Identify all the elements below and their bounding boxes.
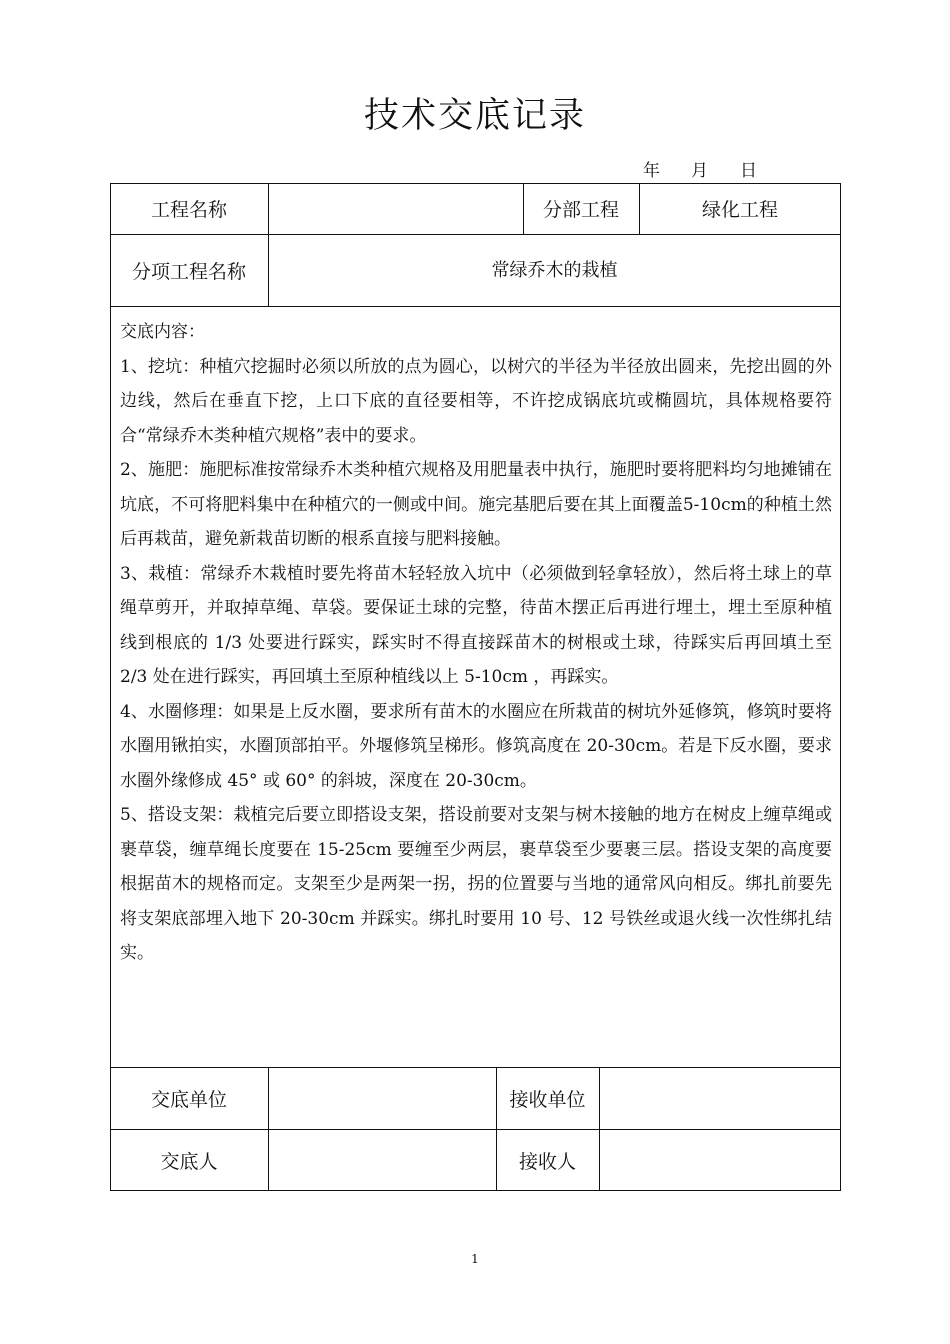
division-value: 绿化工程: [701, 199, 778, 221]
date-month-label: 月: [691, 161, 708, 181]
subitem-value: 常绿乔木的栽植: [491, 260, 618, 281]
table-divider: [110, 306, 841, 307]
date-day-label: 日: [740, 161, 757, 181]
date-year-label: 年: [643, 161, 660, 181]
issuer-person-value: [268, 1129, 496, 1191]
receiver-unit-value: [599, 1067, 841, 1129]
content-heading: 交底内容：: [120, 322, 205, 342]
receiver-person-label: 接收人: [518, 1150, 576, 1173]
content-paragraph: 1、挖坑：种植穴挖掘时必须以所放的点为圆心，以树穴的半径为半径放出圆来，先挖出圆的外边线，然后在垂直下挖，上口下底的直径要相等，不许挖成锅底坑或椭圆坑，具体规格要符合“常绿乔木类种植穴规格”表中的要求。: [120, 356, 832, 446]
briefing-content: [120, 315, 832, 971]
receiver-unit-label: 接收单位: [509, 1088, 586, 1111]
project-name-value: [268, 183, 523, 234]
content-paragraph: 5、搭设支架：栽植完后要立即搭设支架，搭设前要对支架与树木接触的地方在树皮上缠草绳或裹草袋，缠草绳长度要在 15-25cm 要缠至少两层，裹草袋至少要裹三层。搭设支架的高度要根据苗木的规格而定。支架至少是两架一拐，拐的位置要与当地的通常风向相反。绑扎前要先将支架底部埋入地下 20-30cm 并踩实。绑扎时要用 10 号、12 号铁丝或退火线一次性绑扎结实。: [120, 805, 832, 963]
division-label: 分部工程: [542, 199, 619, 221]
subitem-label: 分项工程名称: [131, 260, 246, 283]
issuer-unit-label: 交底单位: [150, 1088, 227, 1111]
page-number: 1: [471, 1252, 479, 1266]
project-name-label: 工程名称: [150, 199, 227, 221]
issuer-unit-value: [268, 1067, 496, 1129]
content-paragraph: 2、施肥：施肥标准按常绿乔木类种植穴规格及用肥量表中执行，施肥时要将肥料均匀地摊铺在坑底，不可将肥料集中在种植穴的一侧或中间。施完基肥后要在其上面覆盖5-10cm的种植土然后再栽苗，避免新栽苗切断的根系直接与肥料接触。: [120, 460, 832, 549]
issuer-person-label: 交底人: [160, 1150, 218, 1173]
receiver-person-value: [599, 1129, 841, 1191]
document-title: 技术交底记录: [363, 96, 586, 136]
content-paragraph: 3、栽植：常绿乔木栽植时要先将苗木轻轻放入坑中（必须做到轻拿轻放），然后将土球上的草绳草剪开，并取掉草绳、草袋。要保证土球的完整，待苗木摆正后再进行埋土，埋土至原种植线到根底的 1/3 处要进行踩实，踩实时不得直接踩苗木的树根或土球，待踩实后再回填土至 2/3 处在进行踩实，再回填土至原种植线以上 5-10cm ，再踩实。: [120, 563, 832, 687]
content-paragraph: 4、水圈修理：如果是上反水圈，要求所有苗木的水圈应在所栽苗的树坑外延修筑，修筑时要将水圈用锹拍实，水圈顶部拍平。外堰修筑呈梯形。修筑高度在 20-30cm。若是下反水圈，要求水圈外缘修成 45° 或 60° 的斜坡，深度在 20-30cm。: [120, 701, 832, 791]
